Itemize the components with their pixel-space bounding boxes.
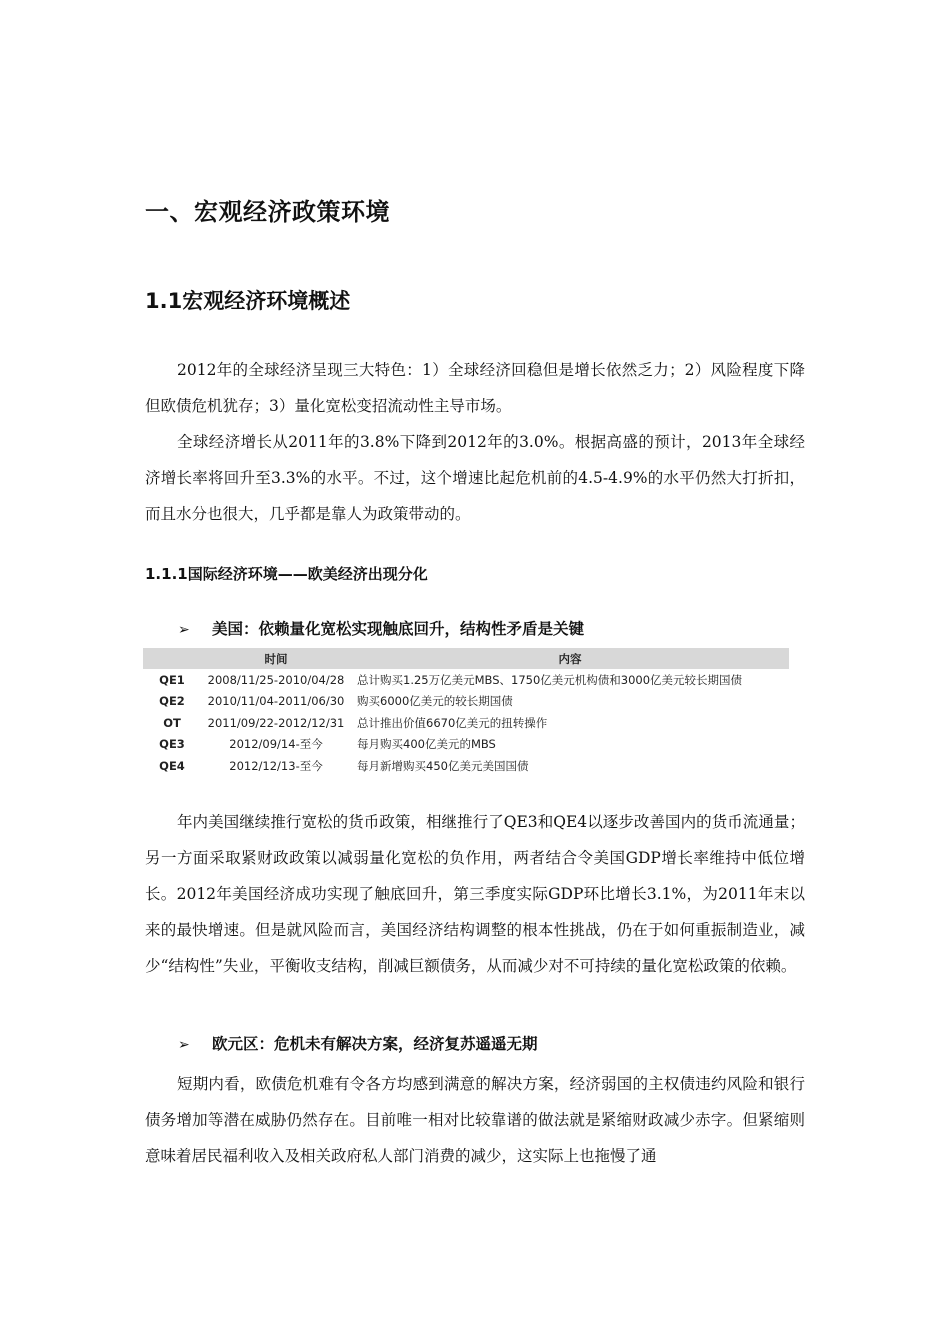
- paragraph-eu-crisis: 短期内看，欧债危机难有令各方均感到满意的解决方案，经济弱国的主权债违约风险和银行债务增加等潜在威胁仍然存在。目前唯一相对比较靠谱的做法就是紧缩财政减少赤字。但紧缩则意味着居民福利收入及相关政府私人部门消费的减少，这实际上也拖慢了通: [145, 1075, 805, 1165]
- time-cell: 2012/09/14-至今: [229, 737, 323, 752]
- section-heading: 一、宏观经济政策环境: [145, 198, 390, 226]
- bullet-us-text: 美国：依赖量化宽松实现触底回升，结构性矛盾是关键: [212, 620, 585, 638]
- content-cell: 总计推出价值6670亿美元的扭转操作: [357, 715, 548, 730]
- qe-table: [143, 648, 789, 777]
- content-cell: 每月新增购买450亿美元美国国债: [357, 758, 529, 773]
- bullet-eu-text: 欧元区：危机未有解决方案，经济复苏遥遥无期: [212, 1035, 538, 1053]
- program-cell: QE2: [159, 694, 185, 709]
- program-cell: QE4: [159, 758, 185, 773]
- paragraph-global-features: 2012年的全球经济呈现三大特色：1）全球经济回稳但是增长依然乏力；2）风险程度下降但欧债危机犹存；3）量化宽松变招流动性主导市场。: [145, 361, 805, 415]
- content-cell: 每月购买400亿美元的MBS: [357, 737, 496, 752]
- table-header-row: [143, 648, 789, 669]
- time-cell: 2008/11/25-2010/04/28: [207, 672, 345, 687]
- time-cell: 2010/11/04-2011/06/30: [207, 694, 345, 709]
- table-row: [143, 691, 789, 713]
- program-cell: QE3: [159, 737, 185, 752]
- table-row: [143, 734, 789, 756]
- bullet-eu: [178, 1032, 538, 1054]
- time-cell: 2011/09/22-2012/12/31: [207, 715, 345, 730]
- arrow-bullet-icon: ➢: [178, 1037, 190, 1053]
- time-cell: 2012/12/13-至今: [229, 758, 323, 773]
- table-header-content: 内容: [351, 648, 789, 669]
- table-row: [143, 755, 789, 777]
- paragraph-us-policy: 年内美国继续推行宽松的货币政策，相继推行了QE3和QE4以逐步改善国内的货币流通量；另一方面采取紧财政政策以减弱量化宽松的负作用，两者结合令美国GDP增长率维持中低位增长。2012年美国经济成功实现了触底回升，第三季度实际GDP环比增长3.1%，为2011年末以来的最快增速。但是就风险而言，美国经济结构调整的根本性挑战，仍在于如何重振制造业，减少“结构性”失业，平衡收支结构，削减巨额债务，从而减少对不可持续的量化宽松政策的依赖。: [145, 813, 805, 975]
- content-cell: 购买6000亿美元的较长期国债: [357, 694, 513, 709]
- bullet-us: [178, 617, 584, 639]
- program-cell: OT: [163, 715, 181, 730]
- content-cell: 总计购买1.25万亿美元MBS、1750亿美元机构债和3000亿美元较长期国债: [357, 672, 743, 687]
- table-row: [143, 669, 789, 691]
- subsubsection-heading: 1.1.1国际经济环境——欧美经济出现分化: [145, 565, 428, 583]
- program-cell: QE1: [159, 672, 185, 687]
- table-row: [143, 712, 789, 734]
- subsection-heading: 1.1宏观经济环境概述: [145, 289, 351, 313]
- table-header-cell: [143, 648, 201, 669]
- paragraph-global-growth: 全球经济增长从2011年的3.8%下降到2012年的3.0%。根据高盛的预计，2013年全球经济增长率将回升至3.3%的水平。不过，这个增速比起危机前的4.5-4.9%的水平仍然大打折扣，而且水分也很大，几乎都是靠人为政策带动的。: [145, 433, 805, 523]
- arrow-bullet-icon: ➢: [178, 622, 190, 638]
- table-header-time: 时间: [201, 648, 351, 669]
